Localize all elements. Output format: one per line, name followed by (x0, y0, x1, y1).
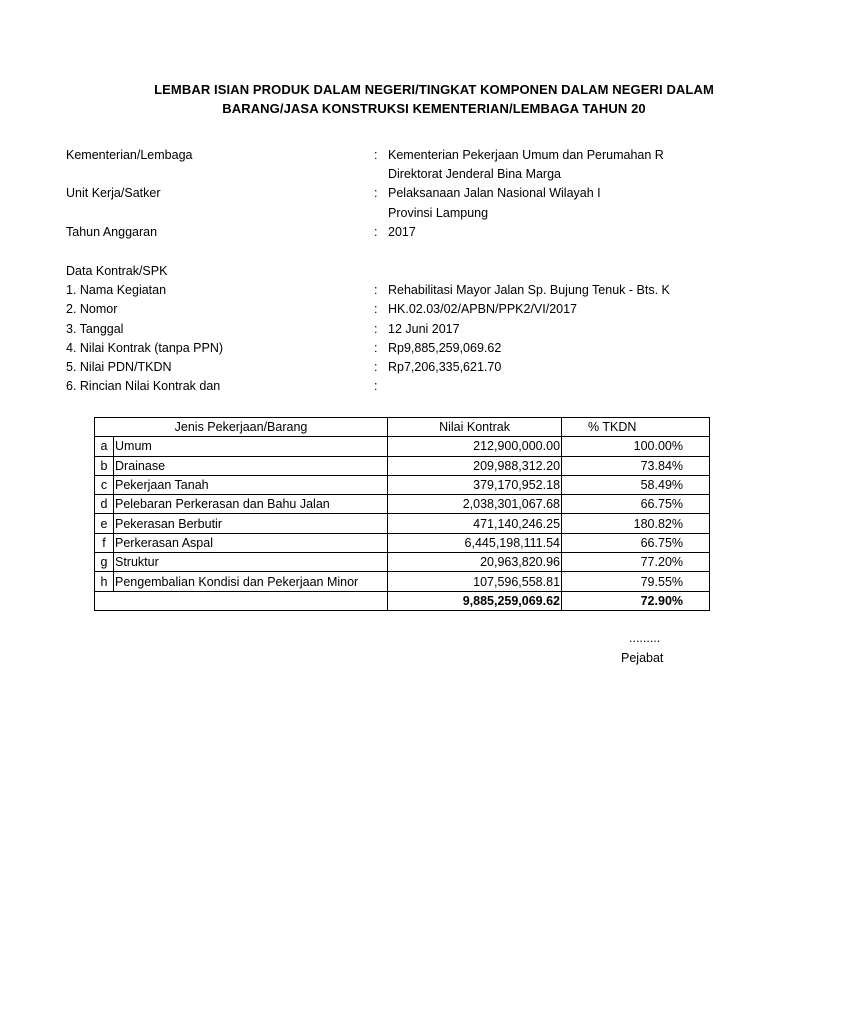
table-row (95, 456, 710, 475)
table-row (95, 553, 710, 572)
rincian-colon: : (374, 379, 378, 394)
row-nilai: 20,963,820.96 (388, 553, 562, 572)
total-blank (95, 591, 388, 610)
row-code: a (95, 437, 114, 456)
nilai-kontrak-colon: : (374, 340, 378, 355)
kementerian-value-2: Direktorat Jenderal Bina Marga (388, 167, 561, 182)
rincian-label: 6. Rincian Nilai Kontrak dan (66, 379, 221, 394)
nama-kegiatan-colon: : (374, 283, 378, 298)
kontrak-info (66, 262, 672, 396)
row-code: b (95, 456, 114, 475)
kementerian-row (66, 146, 672, 165)
table-row (95, 475, 710, 494)
title-line-1: LEMBAR ISIAN PRODUK DALAM NEGERI/TINGKAT KOMPONEN DALAM NEGERI DALAM (154, 82, 714, 97)
row-tkdn: 73.84% (562, 456, 710, 475)
row-code: e (95, 514, 114, 533)
row-nilai: 471,140,246.25 (388, 514, 562, 533)
row-tkdn: 66.75% (562, 533, 710, 552)
title-line-2: BARANG/JASA KONSTRUKSI KEMENTERIAN/LEMBAGA TAHUN 20 (222, 101, 646, 116)
signature-role: Pejabat (621, 651, 664, 665)
tanggal-value: 12 Juni 2017 (388, 321, 460, 336)
row-code: h (95, 572, 114, 591)
document-title (0, 80, 868, 118)
kontrak-row (66, 320, 672, 339)
table-row (95, 437, 710, 456)
row-tkdn: 58.49% (562, 475, 710, 494)
unit-row (66, 184, 672, 203)
total-tkdn: 72.90% (562, 591, 710, 610)
row-code: f (95, 533, 114, 552)
row-tkdn: 77.20% (562, 553, 710, 572)
row-nilai: 6,445,198,111.54 (388, 533, 562, 552)
header-nilai: Nilai Kontrak (388, 418, 562, 437)
tahun-row (66, 223, 672, 242)
row-name: Struktur (114, 553, 388, 572)
row-nilai: 379,170,952.18 (388, 475, 562, 494)
row-name: Pengembalian Kondisi dan Pekerjaan Minor (114, 572, 388, 591)
table-row (95, 533, 710, 552)
rincian-table (94, 417, 710, 611)
nilai-pdn-label: 5. Nilai PDN/TKDN (66, 359, 172, 374)
kontrak-row (66, 358, 672, 377)
nilai-pdn-value: Rp7,206,335,621.70 (388, 359, 502, 374)
nama-kegiatan-label: 1. Nama Kegiatan (66, 283, 167, 298)
signature-dots: ......... (629, 631, 661, 645)
unit-row-2 (66, 204, 672, 223)
row-name: Pekerjaan Tanah (114, 475, 388, 494)
table-total-row (95, 591, 710, 610)
table-row (95, 572, 710, 591)
row-name: Drainase (114, 456, 388, 475)
row-nilai: 2,038,301,067.68 (388, 495, 562, 514)
nomor-value: HK.02.03/02/APBN/PPK2/VI/2017 (388, 302, 578, 317)
row-tkdn: 100.00% (562, 437, 710, 456)
kementerian-colon: : (374, 148, 378, 162)
row-nilai: 209,988,312.20 (388, 456, 562, 475)
row-nilai: 107,596,558.81 (388, 572, 562, 591)
row-name: Pekerasan Berbutir (114, 514, 388, 533)
unit-value-2: Provinsi Lampung (388, 205, 489, 220)
tahun-value: 2017 (388, 224, 416, 239)
kementerian-value: Kementerian Pekerjaan Umum dan Perumahan R (388, 148, 664, 162)
tanggal-label: 3. Tanggal (66, 321, 124, 336)
table-row (95, 495, 710, 514)
nama-kegiatan-value: Rehabilitasi Mayor Jalan Sp. Bujung Tenuk - Bts. K (388, 283, 670, 298)
unit-label: Unit Kerja/Satker (66, 186, 161, 201)
header-jenis: Jenis Pekerjaan/Barang (95, 418, 388, 437)
nomor-colon: : (374, 302, 378, 317)
nilai-kontrak-label: 4. Nilai Kontrak (tanpa PPN) (66, 340, 224, 355)
row-tkdn: 79.55% (562, 572, 710, 591)
kontrak-heading: Data Kontrak/SPK (66, 264, 168, 278)
kementerian-label: Kementerian/Lembaga (66, 148, 193, 162)
row-name: Umum (114, 437, 388, 456)
kementerian-row-2 (66, 165, 672, 184)
row-tkdn: 180.82% (562, 514, 710, 533)
institution-info (66, 146, 672, 242)
header-tkdn: % TKDN (562, 418, 710, 437)
table-header-row (95, 418, 710, 437)
row-tkdn: 66.75% (562, 495, 710, 514)
nomor-label: 2. Nomor (66, 302, 118, 317)
table-row (95, 514, 710, 533)
row-name: Pelebaran Perkerasan dan Bahu Jalan (114, 495, 388, 514)
row-name: Perkerasan Aspal (114, 533, 388, 552)
row-nilai: 212,900,000.00 (388, 437, 562, 456)
tanggal-colon: : (374, 321, 378, 336)
nilai-kontrak-value: Rp9,885,259,069.62 (388, 340, 502, 355)
kontrak-row (66, 339, 672, 358)
kontrak-row (66, 300, 672, 319)
kontrak-row (66, 281, 672, 300)
tahun-colon: : (374, 224, 378, 239)
row-code: g (95, 553, 114, 572)
row-code: c (95, 475, 114, 494)
nilai-pdn-colon: : (374, 359, 378, 374)
total-nilai: 9,885,259,069.62 (388, 591, 562, 610)
unit-colon: : (374, 186, 378, 201)
row-code: d (95, 495, 114, 514)
tahun-label: Tahun Anggaran (66, 224, 158, 239)
unit-value: Pelaksanaan Jalan Nasional Wilayah I (388, 186, 601, 201)
kontrak-row (66, 377, 672, 396)
